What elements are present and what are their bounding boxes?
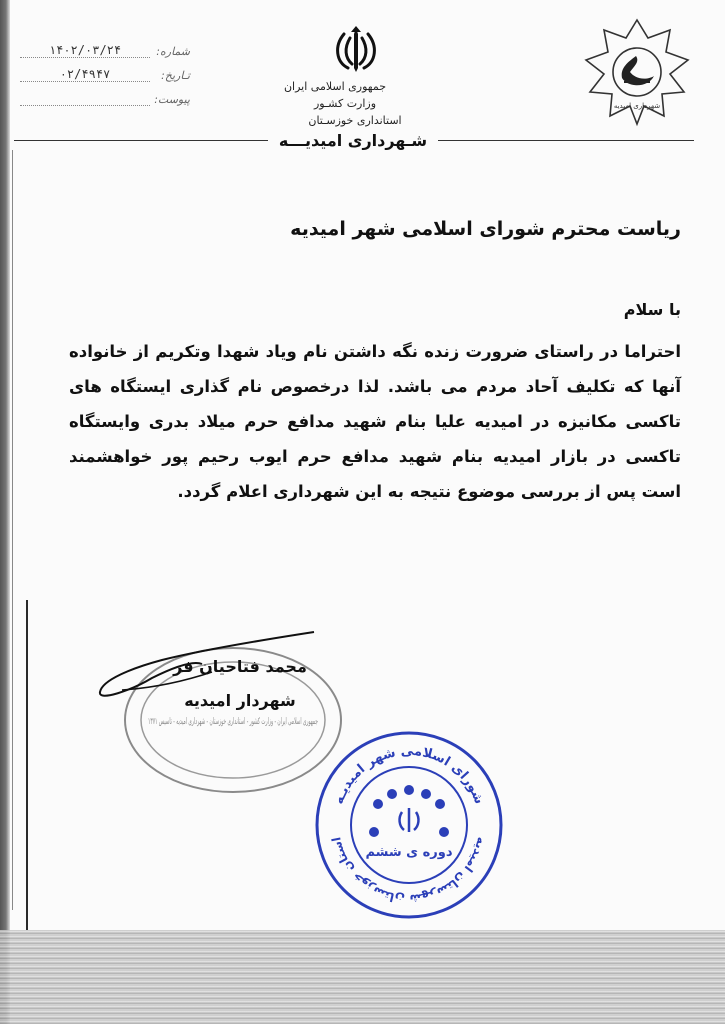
blue-stamp-bottom: استان خوزستان شهرستان امیدیه bbox=[329, 835, 489, 907]
blue-stamp-top: شورای اسلامی شهر امیدیـه bbox=[331, 743, 487, 807]
org-line-2: وزارت کشـور bbox=[313, 97, 377, 110]
attachment-label: پيوست: bbox=[154, 93, 190, 106]
logo-caption: شهرداری امیدیه bbox=[613, 102, 661, 110]
date-label: تـاريخ: bbox=[161, 69, 190, 82]
handwritten-signature bbox=[92, 620, 332, 710]
recipient-line: ریاست محترم شورای اسلامی شهر امیدیه bbox=[290, 218, 681, 240]
number-label: شماره: bbox=[156, 45, 190, 58]
scan-page-edge bbox=[0, 0, 10, 1024]
svg-text:شورای اسلامی شهر امیدیـه bbox=[331, 744, 486, 806]
signer-title: شهردار امیدیه bbox=[184, 691, 296, 710]
org-line-1: جمهوری اسلامی ایران bbox=[283, 80, 387, 93]
gray-stamp-text: جمهوری اسلامی ایران - وزارت کشور - استانداری خوزستان - شهرداری امیدیه - تاسیس ۱۳۷۱ bbox=[148, 717, 488, 727]
municipality-title: شـهرداری امیدیـــه bbox=[268, 131, 438, 150]
number-row bbox=[20, 34, 190, 58]
date-value: ۰۲/۴۹۴۷ bbox=[20, 67, 150, 82]
org-block bbox=[250, 78, 460, 129]
number-value: ۱۴۰۲/۰۳/۲۴ bbox=[20, 43, 150, 58]
attachment-value bbox=[20, 105, 150, 106]
org-line-3: استانداری خوزسـتان bbox=[308, 114, 402, 127]
margin-line bbox=[12, 150, 13, 910]
greeting: با سلام bbox=[623, 300, 681, 319]
blue-stamp-center: دوره ی ششم bbox=[365, 845, 453, 860]
attachment-row bbox=[20, 82, 190, 106]
date-row bbox=[20, 58, 190, 82]
iran-emblem-icon bbox=[330, 24, 382, 76]
iran-emblem-small-icon bbox=[400, 808, 419, 832]
signer-name: محمد فتاحیان فر bbox=[173, 657, 307, 676]
letter-body: احتراما در راستای ضرورت زنده نگه داشتن نام وياد شهدا وتکريم از خانواده آنها که تکليف آحاد مردم می باشد. لذا درخصوص نام گذاری ايستگاه های تاکسی مکانيزه در اميديه عليا بنام شهيد مدافع حرم ميلاد بدری وايستگاه تاکسی در بازار اميديه بنام شهيد مدافع حرم ايوب رحيم پور خواهشمند است پس از بررسی موضوع نتيجه به اين شهرداری اعلام گردد. bbox=[69, 342, 681, 501]
municipality-logo bbox=[578, 16, 696, 128]
letter-meta bbox=[20, 34, 190, 106]
scan-noise-bottom bbox=[0, 930, 725, 1024]
scan-binding-line bbox=[26, 600, 28, 930]
